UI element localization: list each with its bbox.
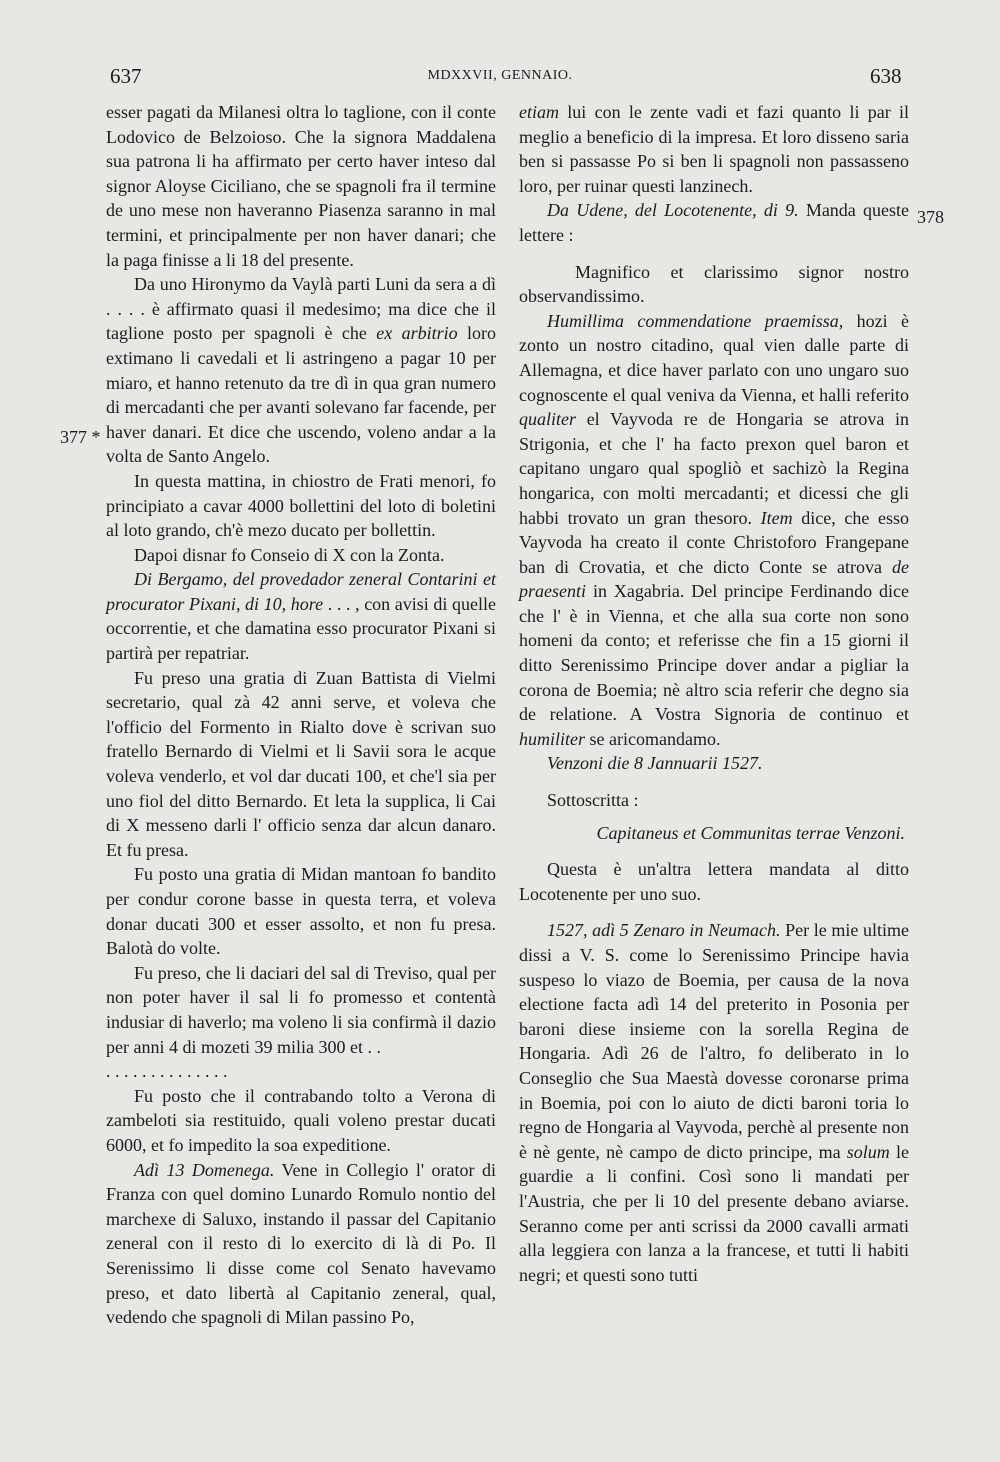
page-number-left: 637 xyxy=(110,64,142,88)
paragraph: Questa è un'altra lettera mandata al ditto Locotenente per uno suo. xyxy=(519,859,909,904)
letter-date: Venzoni die 8 Jannuarii 1527. xyxy=(547,753,763,774)
paragraph: Adì 13 Domenega. Vene in Collegio l' orator di Franza con quel domino Lunardo Romulo nontio del marchexe di Saluxo, instando il passar del Capitanio zeneral con il resto di lo exercito di là di Po. Il Serenissimo li disse come col Senato havevamo preso, et dato libertà al Capitanio zeneral, qual, vedendo che spagnoli di Milan passino Po, xyxy=(106,1159,496,1328)
letter-salutation: Magnifico et clarissimo signor nostro observandissimo. xyxy=(519,261,909,307)
running-head: MDXXVII, GENNAIO. xyxy=(427,68,573,83)
paragraph: Fu preso, che li daciari del sal di Treviso, qual per non poter haver il sal li fo promesso et contentà indusiar di haverlo; ma voleno li sia confirmà il dazio per anni 4 di mozeti 39 milia 300 et . . xyxy=(106,962,496,1057)
paragraph: Dapoi disnar fo Conseio di X con la Zonta. xyxy=(134,544,445,565)
paragraph: esser pagati da Milanesi oltra lo taglione, con il conte Lodovico de Belzoioso. Che la signora Maddalena sua patrona li ha affirmato per certo haver inteso dal signor Aloyse Ciciliano, che se spagnoli fra il termine de uno mese non haveranno Piasenza saranno in mal termini, et principalmente per non haver danari; che la paga finisse a li 18 del presente. xyxy=(106,102,496,270)
margin-number-left: 377 * xyxy=(60,427,101,447)
ellipsis-line: . . . . . . . . . . . . . . xyxy=(106,1061,228,1082)
margin-number-right: 378 xyxy=(917,207,944,227)
paragraph: Fu posto una gratia di Midan mantoan fo bandito per condur corone basse in questa terra, et voleva donar ducati 300 et esser assolto, et non fu presa. Balotà do volte. xyxy=(106,864,496,959)
left-column xyxy=(106,100,496,1330)
paragraph: Di Bergamo, del provedador zeneral Contarini et procurator Pixani, di 10, hore . . . , con avisi di quelle occorrentie, et che damatina esso procurator Pixani si partirà per repatriar. xyxy=(106,569,497,664)
paragraph: Humillima commendatione praemissa, hozi è zonto un nostro citadino, qual vien dalle parte di Allemagna, et dice haver parlato con uno ungaro suo cognoscente el qual veniva da Vienna, et halli referito qualiter el Vayvoda re de Hongaria se atrova in Strigonia, et che l' ha facto prexon quel baron et capitano ungaro qual spogliò et sachizò la Regina hongarica, con molti mercadanti; et dicessi che gli habbi trovato un gran thesoro. Item dice, che esso Vayvoda ha creato il conte Christoforo Frangepane ban di Crovatia, et che dicto Conte se atrova de praesenti in Xagabria. Del principe Ferdinando dice che l' è in Vienna, et che alla sua corte non sono homeni da conto; et referisse che fin a 15 giorni il ditto Serenissimo Principe dover andar a pigliar la corona de Boemia; nè altro scia referir che degno sia de relatione. A Vostra Signoria de continuo et humiliter se aricomandamo. xyxy=(519,310,910,749)
paragraph: In questa mattina, in chiostro de Frati menori, fo principiato a cavar 4000 bollettini del loto di boletini al loto grando, ch'è mezo ducato per bollettin. xyxy=(106,470,496,541)
paragraph: etiam lui con le zente vadi et fazi quanto li par il meglio a beneficio di la impresa. Et loro disseno saria ben si passasse Po si ben li spagnoli non passasseno loro, per ruinar questi lanzinech. xyxy=(519,102,910,196)
paragraph: Da uno Hironymo da Vaylà parti Luni da sera a dì . . . . è affirmato quasi il medesimo; ma dice che il taglione posto per spagnoli è che ex arbitrio loro extimano li cavedali et li astringeno a pagar 10 per miaro, et hanno retenuto da tre dì in qua gran numero di mercadanti che per avanti solevano far facende, per haver danari. Et dice che uscendo, voleno andar a la volta de Santo Angelo. xyxy=(106,274,497,467)
letter-signature: Capitaneus et Communitas terrae Venzoni. xyxy=(596,822,905,843)
letter-subscription-label: Sottoscritta : xyxy=(547,790,639,811)
paragraph: Fu posto che il contrabando tolto a Verona di zambeloti sia restituido, quali voleno prestar ducati 6000, et fo impedito la soa expeditione. xyxy=(106,1085,496,1155)
paragraph: Da Udene, del Locotenente, di 9. Manda queste lettere : xyxy=(519,200,910,245)
paragraph: 1527, adì 5 Zenaro in Neumach. Per le mie ultime dissi a V. S. come lo Serenissimo Principe havia suspeso lo viazo de Boemia, per causa de la nova electione facta adì 14 del preterito in Posonia per baroni diese insieme con la sorella Regina de Hongaria. Adì 26 de l'altro, fo deliberato in lo Conseglio che Sua Maestà dovesse coronarse prima in Boemia, poi con lo aiuto de dicti baroni toria lo regno de Hongaria al Vayvoda, perchè al presente non è nè gente, nè campo de dicto principe, ma solum le guardie a li confini. Così sono li mandati per l'Austria, che per li 10 del presente debano aviarse. Seranno come per anti scrissi da 2000 cavalli armati alla leggiera con lanza a la francese, et tutti li habiti negri; et questi sono tutti xyxy=(519,920,910,1285)
page-header xyxy=(0,64,1000,94)
right-column xyxy=(519,100,909,1287)
paragraph: Fu preso una gratia di Zuan Battista di Vielmi secretario, qual zà 42 anni serve, et voleva che l'officio del Formento in Rialto dove è scrivan suo fratello Bernardo di Vielmi et li Savii sora le acque voleva venderlo, et vol dar ducati 100, et che'l sia per uno fiol del ditto Bernardo. Et leta la supplica, li Cai di X messeno darli l' officio senza dar alcun danaro. Et fu presa. xyxy=(106,667,496,860)
page-number-right: 638 xyxy=(870,64,902,88)
